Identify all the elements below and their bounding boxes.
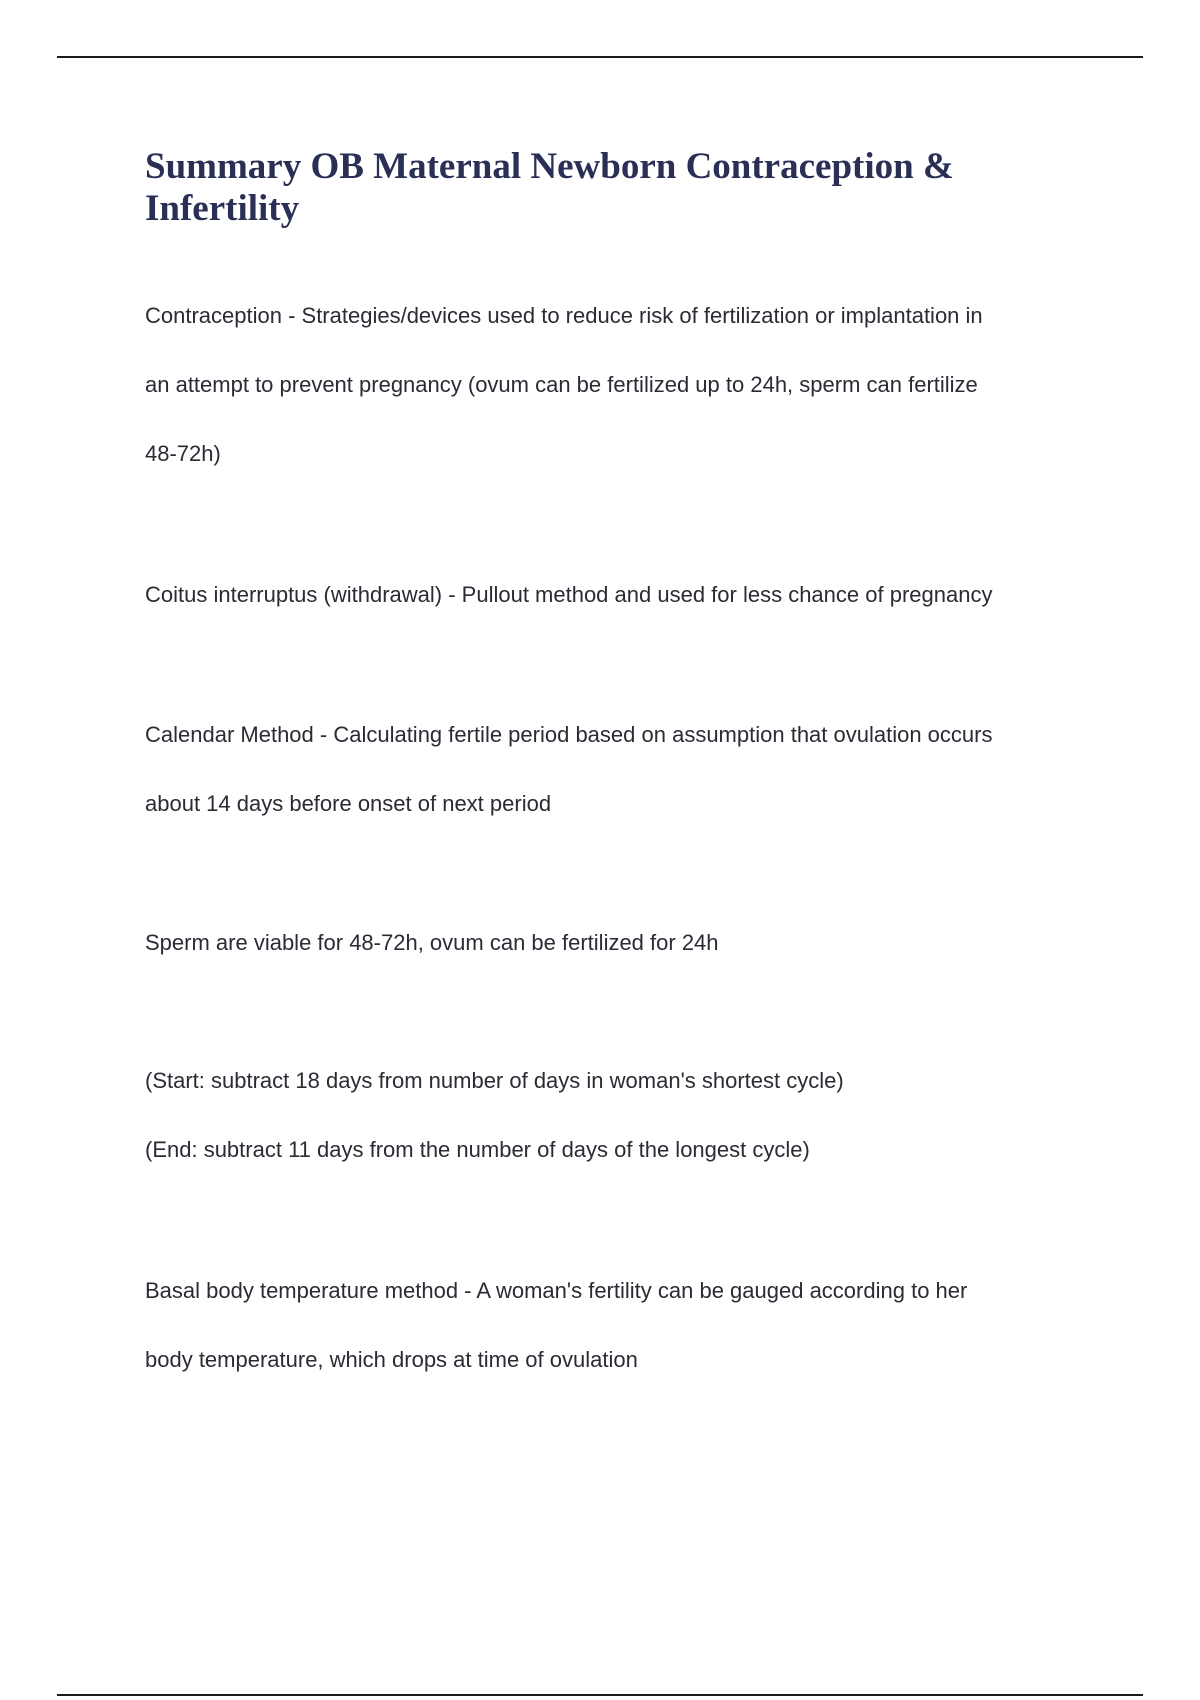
paragraph-line: Contraception - Strategies/devices used to reduce risk of fertilization or implantation in: [145, 303, 983, 328]
paragraph-line: body temperature, which drops at time of ovulation: [145, 1347, 638, 1372]
paragraph-basal-body-temperature: [145, 1256, 1095, 1394]
paragraph-calendar-method: [145, 700, 1095, 838]
document-title: [145, 146, 1105, 230]
paragraph-line: Coitus interruptus (withdrawal) - Pullout method and used for less chance of pregnancy: [145, 582, 993, 607]
paragraph-line: Calendar Method - Calculating fertile period based on assumption that ovulation occurs: [145, 722, 993, 747]
paragraph-line: an attempt to prevent pregnancy (ovum can be fertilized up to 24h, sperm can fertilize: [145, 372, 978, 397]
title-line: Infertility: [145, 188, 300, 229]
paragraph-line: Sperm are viable for 48-72h, ovum can be fertilized for 24h: [145, 930, 719, 955]
top-rule: [57, 56, 1143, 58]
paragraph-sperm-viability: [145, 908, 1095, 977]
paragraph-line: 48-72h): [145, 441, 221, 466]
paragraph-coitus-interruptus: [145, 560, 1095, 629]
bottom-rule: [57, 1694, 1143, 1696]
title-line: Summary OB Maternal Newborn Contraception &: [145, 146, 954, 187]
paragraph-line: (End: subtract 11 days from the number of days of the longest cycle): [145, 1137, 810, 1162]
paragraph-line: about 14 days before onset of next period: [145, 791, 552, 816]
paragraph-line: Basal body temperature method - A woman's fertility can be gauged according to her: [145, 1278, 968, 1303]
paragraph-calendar-calculation: [145, 1046, 1095, 1184]
paragraph-line: (Start: subtract 18 days from number of days in woman's shortest cycle): [145, 1068, 844, 1093]
paragraph-contraception: [145, 281, 1095, 488]
